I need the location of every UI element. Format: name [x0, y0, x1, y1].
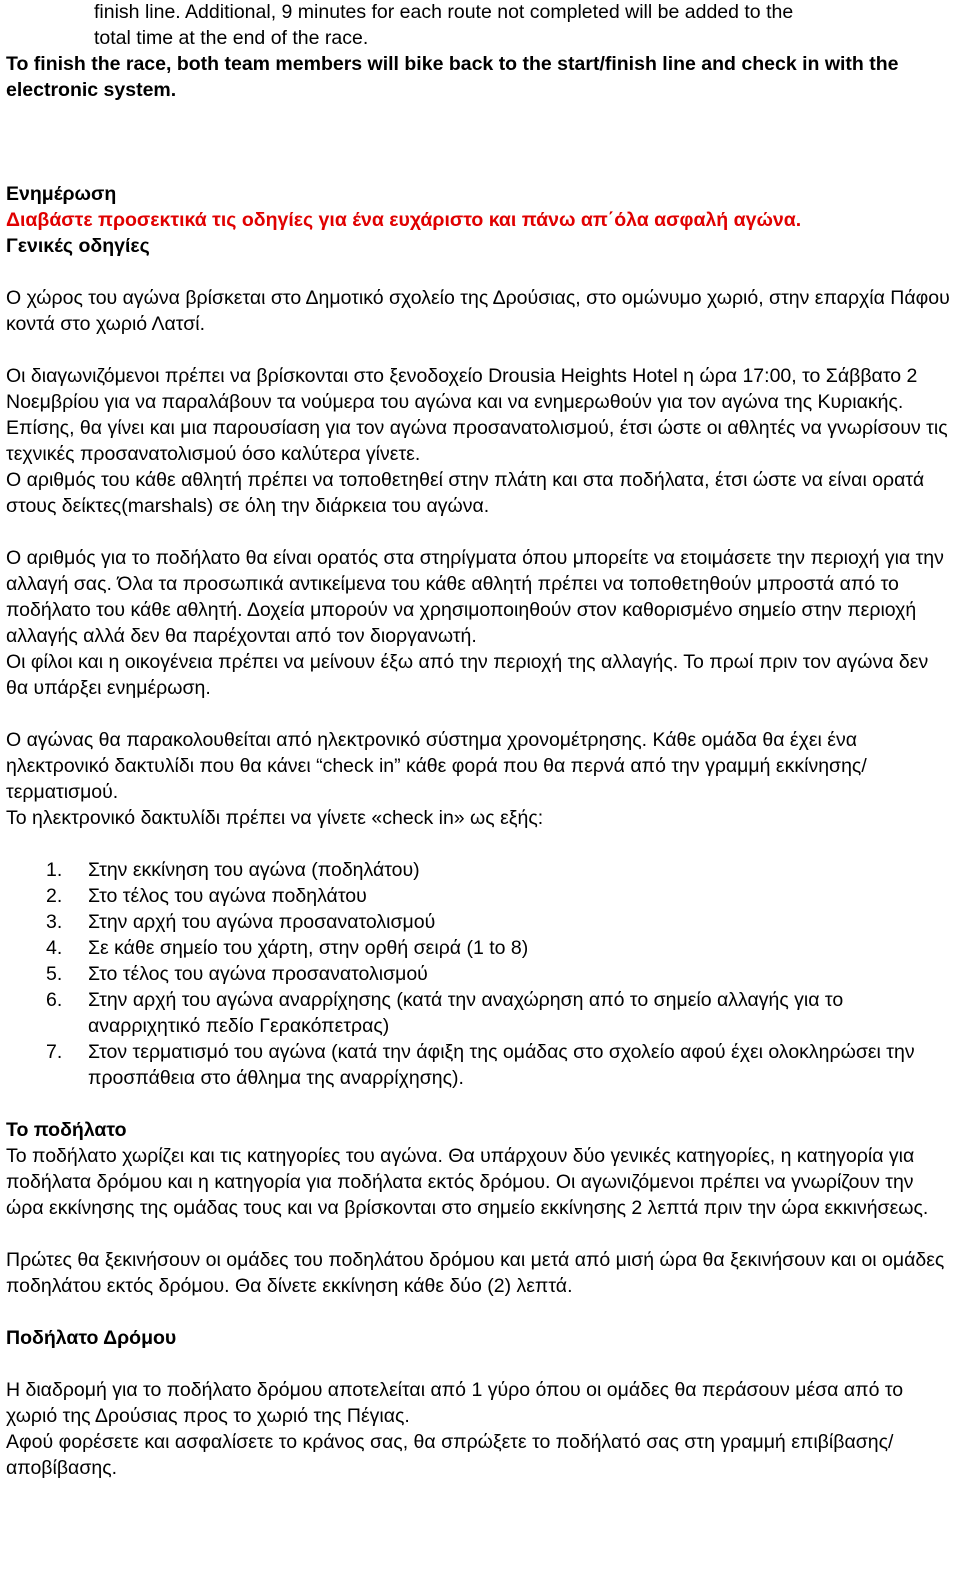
finish-instructions: To finish the race, both team members will bike back to the start/finish line and check in with the electronic system. — [6, 53, 899, 101]
safety-warning: Διαβάστε προσεκτικά τις οδηγίες για ένα ευχάριστο και πάνω απ΄όλα ασφαλή αγώνα. — [6, 209, 802, 231]
spacer — [6, 337, 954, 363]
venue-paragraph: Ο χώρος του αγώνα βρίσκεται στο Δημοτικό σχολείο της Δρούσιας, στο ομώνυμο χωριό, στην επαρχία Πάφου κοντά στο χωριό Λατσί. — [6, 287, 950, 335]
list-item-number: 4. — [46, 937, 63, 959]
list-item-text: Στο τέλος του αγώνα προσανατολισμού — [88, 963, 428, 985]
list-item-text: Σε κάθε σημείο του χάρτη, στην ορθή σειρά (1 to 8) — [88, 937, 529, 959]
family-paragraph: Οι φίλοι και η οικογένεια πρέπει να μείνουν έξω από την περιοχή της αλλαγής. Το πρωί πριν τον αγώνα δεν θα υπάρξει ενημέρωση. — [6, 651, 929, 699]
road-bike-helmet-paragraph: Αφού φορέσετε και ασφαλίσετε το κράνος σας, θα σπρώξετε το ποδήλατό σας στη γραμμή επιβίβασης/αποβίβασης. — [6, 1431, 894, 1479]
spacer — [6, 1299, 954, 1325]
list-item-number: 7. — [46, 1041, 63, 1063]
list-item — [6, 961, 954, 987]
spacer — [6, 831, 954, 857]
checkin-list — [6, 857, 954, 1091]
bike-categories-paragraph: Το ποδήλατο χωρίζει και τις κατηγορίες του αγώνα. Θα υπάρχουν δύο γενικές κατηγορίες, η κατηγορία για ποδήλατα δρόμου και η κατηγορία για ποδήλατα εκτός δρόμου. Οι αγωνιζόμενοι πρέπει να γνωρίζουν την ώρα εκκίνησης της ομάδας τους και να βρίσκονται στο σημείο εκκίνησης 2 λεπτά πριν την ώρα εκκινήσεως. — [6, 1145, 929, 1219]
list-item — [6, 857, 954, 883]
spacer — [6, 519, 954, 545]
spacer — [6, 701, 954, 727]
bike-number-paragraph: Ο αριθμός για το ποδήλατο θα είναι ορατός στα στηρίγματα όπου μπορείτε να ετοιμάσετε την περιοχή για την αλλαγή σας. Όλα τα προσωπικά αντικείμενα του κάθε αθλητή πρέπει να τοποθετηθούν μπροστά από το ποδήλατο του κάθε αθλητή. Δοχεία μπορούν να χρησιμοποιηθούν στον καθορισμένο σημείο στην περιοχή αλλαγής αλλά δεν θα παρέχονται από τον διοργανωτή. — [6, 547, 944, 647]
road-bike-route-paragraph: Η διαδρομή για το ποδήλατο δρόμου αποτελείται από 1 γύρο όπου οι ομάδες θα περάσουν μέσα από το χωριό της Δρούσιας προς το χωριό της Πέγιας. — [6, 1379, 904, 1427]
checkin-intro: Το ηλεκτρονικό δακτυλίδι πρέπει να γίνετε «check in» ως εξής: — [6, 807, 544, 829]
list-item-text: Στο τέλος του αγώνα ποδηλάτου — [88, 885, 367, 907]
spacer — [6, 1091, 954, 1117]
list-item — [6, 909, 954, 935]
list-item-number: 3. — [46, 911, 63, 933]
bike-heading: Το ποδήλατο — [6, 1119, 127, 1141]
update-heading: Ενημέρωση — [6, 183, 117, 205]
list-item-text: Στον τερματισμό του αγώνα (κατά την άφιξη της ομάδας στο σχολείο αφού έχει ολοκληρώσει την προσπάθεια στο άθλημα της αναρρίχησης). — [88, 1041, 915, 1089]
list-item-text: Στην αρχή του αγώνα προσανατολισμού — [88, 911, 436, 933]
athlete-number-paragraph: Ο αριθμός του κάθε αθλητή πρέπει να τοποθετηθεί στην πλάτη και στα ποδήλατα, έτσι ώστε να είναι ορατά στους δείκτες(marshals) σε όλη την διάρκεια του αγώνα. — [6, 469, 925, 517]
timing-paragraph: Ο αγώνας θα παρακολουθείται από ηλεκτρονικό σύστημα χρονομέτρησης. Κάθε ομάδα θα έχει ένα ηλεκτρονικό δακτυλίδι που θα κάνει “check in” κάθε φορά που θα περνά από την γραμμή εκκίνησης/τερματισμού. — [6, 729, 867, 803]
intro-line-2: total time at the end of the race. — [94, 27, 369, 49]
spacer — [6, 1221, 954, 1247]
intro-line-1: finish line. Additional, 9 minutes for each route not completed will be added to the — [94, 1, 794, 23]
list-item-number: 2. — [46, 885, 63, 907]
list-item-text: Στην εκκίνηση του αγώνα (ποδηλάτου) — [88, 859, 420, 881]
list-item-number: 5. — [46, 963, 63, 985]
registration-paragraph: Οι διαγωνιζόμενοι πρέπει να βρίσκονται στο ξενοδοχείο Drousia Heights Hotel η ώρα 17:00, το Σάββατο 2 Νοεμβρίου για να παραλάβουν τα νούμερα του αγώνα και να ενημερωθούν για τον αγώνα της Κυριακής. Επίσης, θα γίνει και μια παρουσίαση για τον αγώνα προσανατολισμού, έτσι ώστε οι αθλητές να γνωρίσουν τις τεχνικές προσανατολισμού όσο καλύτερα γίνετε. — [6, 365, 948, 465]
list-item-number: 1. — [46, 859, 63, 881]
list-item — [6, 1039, 954, 1091]
road-bike-heading: Ποδήλατο Δρόμου — [6, 1327, 177, 1349]
spacer — [6, 1351, 954, 1377]
list-item — [6, 935, 954, 961]
list-item-number: 6. — [46, 989, 63, 1011]
list-item-text: Στην αρχή του αγώνα αναρρίχησης (κατά την αναχώρηση από το σημείο αλλαγής για το αναρριχητικό πεδίο Γερακόπετρας) — [88, 989, 844, 1037]
list-item — [6, 883, 954, 909]
spacer — [6, 259, 954, 285]
general-instructions-heading: Γενικές οδηγίες — [6, 235, 150, 257]
spacer — [6, 103, 954, 181]
list-item — [6, 987, 954, 1039]
bike-start-paragraph: Πρώτες θα ξεκινήσουν οι ομάδες του ποδηλάτου δρόμου και μετά από μισή ώρα θα ξεκινήσουν και οι ομάδες ποδηλάτου εκτός δρόμου. Θα δίνετε εκκίνηση κάθε δύο (2) λεπτά. — [6, 1249, 945, 1297]
